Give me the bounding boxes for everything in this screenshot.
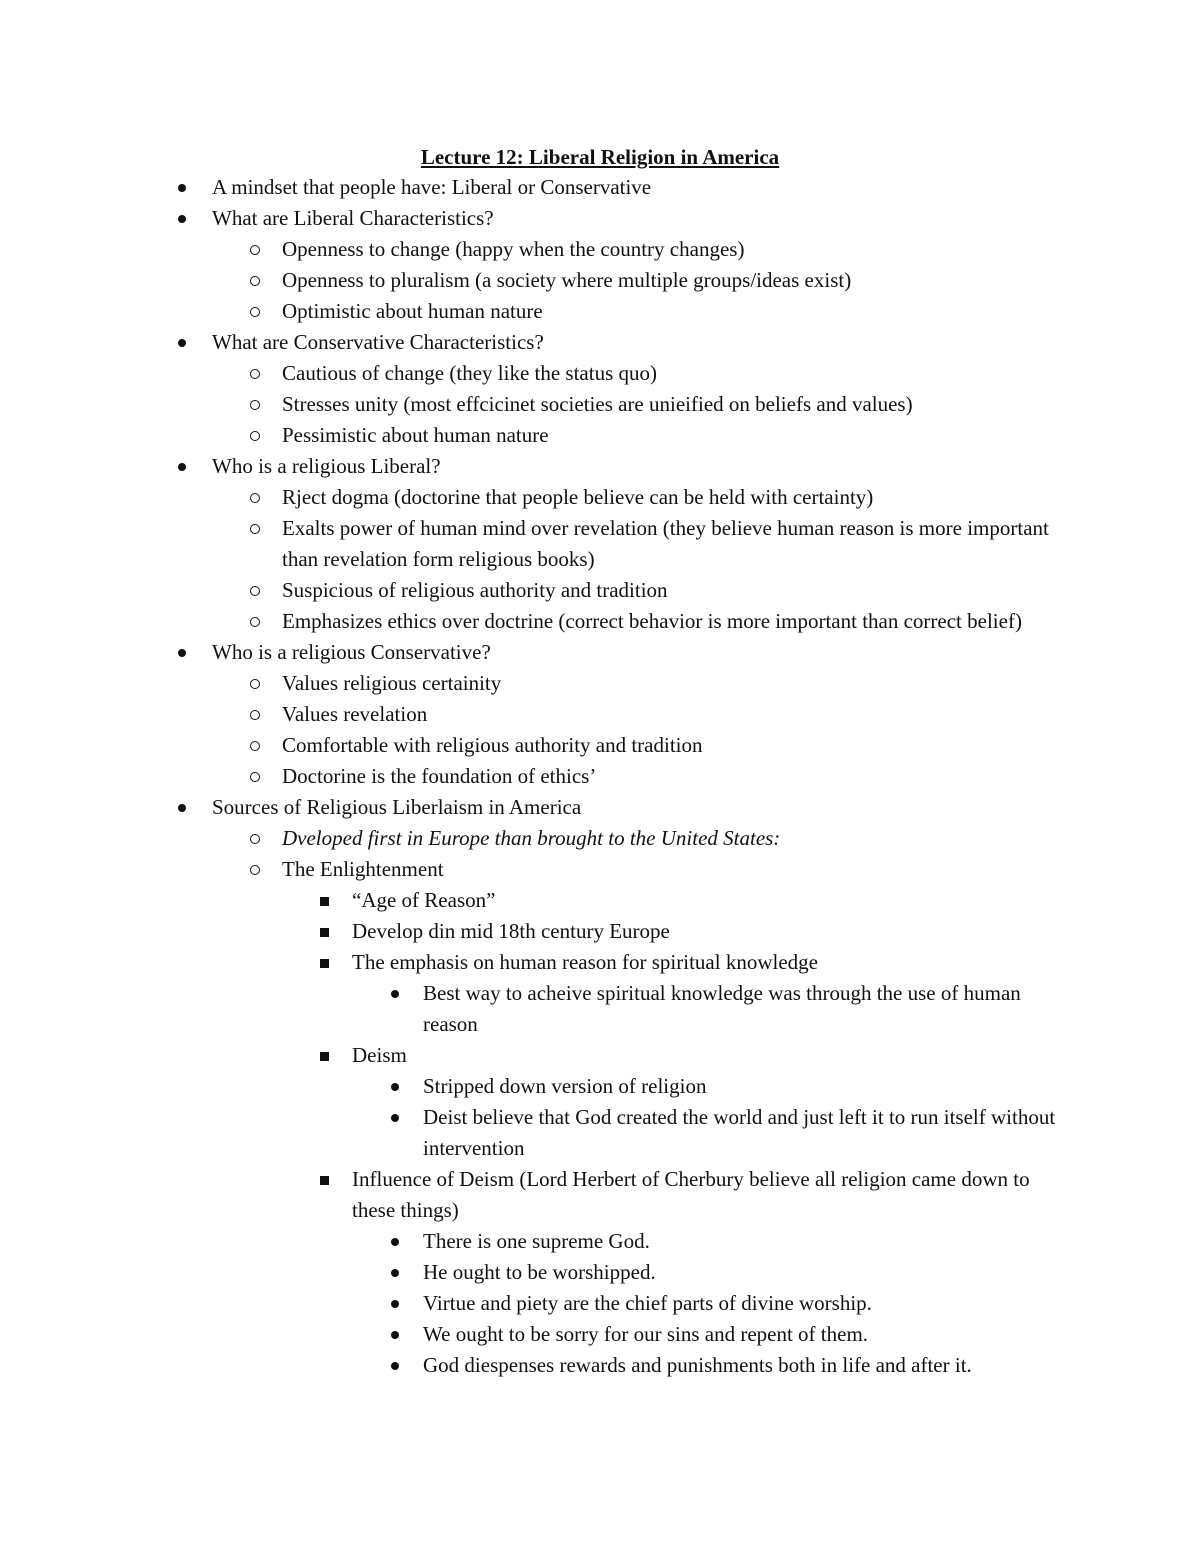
sq-bullet-icon: [320, 928, 329, 937]
disc-bullet-icon: [178, 804, 186, 812]
circ-bullet-icon: [250, 586, 260, 596]
list-item-text: Who is a religious Conservative?: [212, 640, 491, 664]
list-item: [0, 389, 1200, 420]
page-title: Lecture 12: Liberal Religion in America: [420, 145, 780, 169]
list-item: [0, 1226, 1200, 1257]
list-item-text: God diespenses rewards and punishments both in life and after it.: [423, 1353, 972, 1377]
list-item-text: Deism: [352, 1043, 407, 1067]
list-item-text: Values revelation: [282, 702, 428, 726]
list-item-text: Stresses unity (most effcicinet societies are unieified on beliefs and values): [282, 392, 913, 416]
circ-bullet-icon: [250, 245, 260, 255]
list-item: [0, 420, 1200, 451]
list-item: [0, 203, 1200, 234]
list-item: [0, 699, 1200, 730]
disc-bullet-icon: [391, 1114, 399, 1122]
list-item: [0, 482, 1200, 513]
circ-bullet-icon: [250, 741, 260, 751]
list-item-text: Openness to change (happy when the country changes): [282, 237, 745, 261]
list-item-text: Suspicious of religious authority and tradition: [282, 578, 668, 602]
list-item: [0, 327, 1200, 358]
disc-bullet-icon: [178, 215, 186, 223]
list-item-text: “Age of Reason”: [352, 888, 496, 912]
list-item-text: Openness to pluralism (a society where multiple groups/ideas exist): [282, 268, 852, 292]
list-item-text: Virtue and piety are the chief parts of divine worship.: [423, 1291, 872, 1315]
disc-bullet-icon: [391, 1238, 399, 1246]
disc-bullet-icon: [391, 1083, 399, 1091]
list-item-text: The emphasis on human reason for spiritual knowledge: [352, 950, 818, 974]
disc-bullet-icon: [391, 1269, 399, 1277]
list-item-text: Doctorine is the foundation of ethics’: [282, 764, 597, 788]
list-item: [0, 1257, 1200, 1288]
circ-bullet-icon: [250, 431, 260, 441]
list-item: [0, 761, 1200, 792]
list-item-text: There is one supreme God.: [423, 1229, 650, 1253]
circ-bullet-icon: [250, 524, 260, 534]
disc-bullet-icon: [391, 1331, 399, 1339]
list-item: [0, 296, 1200, 327]
list-item: [0, 854, 1200, 885]
list-item-text: Deist believe that God created the world and just left it to run itself without intervention: [423, 1105, 1056, 1160]
disc-bullet-icon: [178, 339, 186, 347]
circ-bullet-icon: [250, 369, 260, 379]
list-item-text: Develop din mid 18th century Europe: [352, 919, 670, 943]
outline: [0, 172, 1200, 1381]
list-item: [0, 451, 1200, 482]
list-item-text: We ought to be sorry for our sins and repent of them.: [423, 1322, 869, 1346]
list-item: [0, 513, 1200, 575]
list-item: [0, 358, 1200, 389]
list-item: [0, 1319, 1200, 1350]
sq-bullet-icon: [320, 959, 329, 968]
list-item-text: Comfortable with religious authority and tradition: [282, 733, 703, 757]
circ-bullet-icon: [250, 710, 260, 720]
list-item: [0, 265, 1200, 296]
list-item: [0, 823, 1200, 854]
list-item: [0, 730, 1200, 761]
list-item: [0, 1288, 1200, 1319]
disc-bullet-icon: [178, 184, 186, 192]
list-item-text: Optimistic about human nature: [282, 299, 543, 323]
disc-bullet-icon: [391, 1362, 399, 1370]
sq-bullet-icon: [320, 1052, 329, 1061]
list-item-text: Best way to acheive spiritual knowledge was through the use of human reason: [423, 981, 1021, 1036]
list-item-text: He ought to be worshipped.: [423, 1260, 656, 1284]
list-item-text: Stripped down version of religion: [423, 1074, 707, 1098]
list-item: [0, 1040, 1200, 1071]
list-item-text: A mindset that people have: Liberal or Conservative: [212, 175, 652, 199]
list-item: [0, 916, 1200, 947]
list-item: [0, 172, 1200, 203]
list-item: [0, 978, 1200, 1040]
circ-bullet-icon: [250, 772, 260, 782]
list-item: [0, 668, 1200, 699]
list-item-text: Emphasizes ethics over doctrine (correct behavior is more important than correct belief): [282, 609, 1022, 633]
list-item: [0, 885, 1200, 916]
disc-bullet-icon: [178, 649, 186, 657]
list-item-text: Sources of Religious Liberlaism in America: [212, 795, 582, 819]
circ-bullet-icon: [250, 307, 260, 317]
list-item: [0, 1102, 1200, 1164]
list-item: [0, 1164, 1200, 1226]
list-item-text: Pessimistic about human nature: [282, 423, 549, 447]
list-item: [0, 792, 1200, 823]
disc-bullet-icon: [391, 990, 399, 998]
circ-bullet-icon: [250, 834, 260, 844]
circ-bullet-icon: [250, 493, 260, 503]
list-item-text: Influence of Deism (Lord Herbert of Cherbury believe all religion came down to these things): [352, 1167, 1030, 1222]
list-item-text: Rject dogma (doctorine that people believe can be held with certainty): [282, 485, 874, 509]
sq-bullet-icon: [320, 897, 329, 906]
list-item-text: Cautious of change (they like the status quo): [282, 361, 657, 385]
circ-bullet-icon: [250, 276, 260, 286]
disc-bullet-icon: [178, 463, 186, 471]
list-item-text: What are Liberal Characteristics?: [212, 206, 494, 230]
list-item-text: Exalts power of human mind over revelation (they believe human reason is more important than revelation form religious books): [282, 516, 1049, 571]
list-item: [0, 947, 1200, 978]
list-item: [0, 1071, 1200, 1102]
list-item-text: Values religious certainity: [282, 671, 502, 695]
list-item: [0, 234, 1200, 265]
list-item: [0, 637, 1200, 668]
list-item: [0, 575, 1200, 606]
circ-bullet-icon: [250, 617, 260, 627]
list-item-text: The Enlightenment: [282, 857, 444, 881]
list-item: [0, 606, 1200, 637]
circ-bullet-icon: [250, 865, 260, 875]
circ-bullet-icon: [250, 679, 260, 689]
list-item: [0, 1350, 1200, 1381]
disc-bullet-icon: [391, 1300, 399, 1308]
sq-bullet-icon: [320, 1176, 329, 1185]
list-item-text: What are Conservative Characteristics?: [212, 330, 544, 354]
circ-bullet-icon: [250, 400, 260, 410]
list-item-text: Who is a religious Liberal?: [212, 454, 441, 478]
list-item-text: Dveloped first in Europe than brought to the United States:: [282, 826, 781, 850]
